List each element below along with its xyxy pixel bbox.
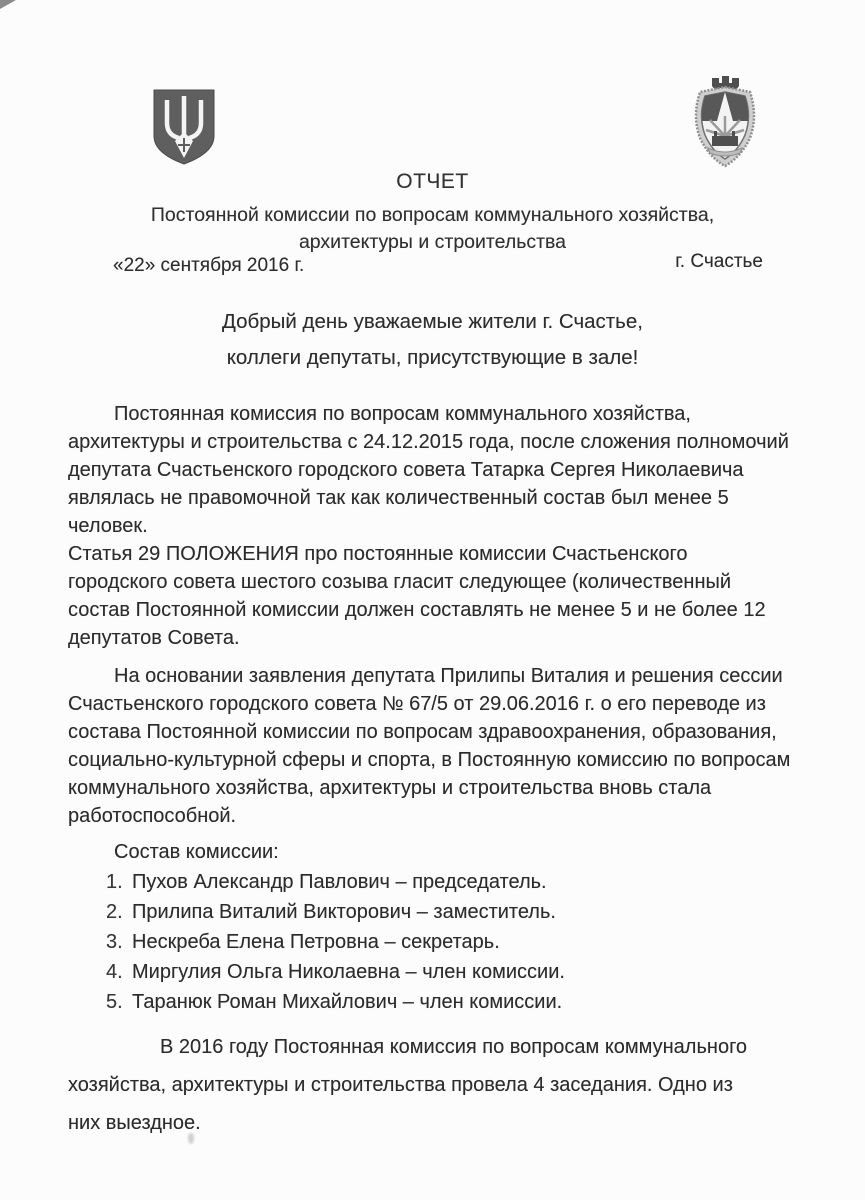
member-list-item	[68, 898, 792, 926]
title-block	[0, 170, 865, 256]
composition-heading: Состав комиссии:	[114, 841, 279, 863]
member-number: 4.	[106, 961, 123, 983]
greeting-line-1: Добрый день уважаемые жители г. Счастье,	[222, 310, 643, 333]
members-list	[68, 868, 792, 1016]
paragraph-commission-status: Постоянная комиссия по вопросам коммунального хозяйства, архитектуры и строительства с 24.12.2015 года, после сложения полномочий депутата Счастьенского городского совета Татарка Сергея Николаевича являлась не правомочной так как количественный состав был менее 5 человек.	[68, 403, 789, 537]
paragraph-closing-summary: В 2016 году Постоянная комиссия по вопросам коммунального хозяйства, архитектуры и строительства провела 4 заседания. Одно из них выездное.	[68, 1036, 748, 1134]
member-list-item	[68, 988, 792, 1016]
member-number: 1.	[106, 871, 123, 893]
member-name: Прилипа Виталий Викторович – заместитель.	[132, 901, 556, 923]
member-number: 2.	[106, 901, 123, 923]
city-coat-of-arms-emblem	[686, 74, 764, 174]
document-body	[68, 400, 792, 1142]
member-list-item	[68, 868, 792, 896]
paragraph-article-29: Статья 29 ПОЛОЖЕНИЯ про постоянные комиссии Счастьенского городского совета шестого созыва гласит следующее (количественный состав Постоянной комиссии должен составлять не менее 5 и не более 12 депутатов Совета.	[68, 543, 766, 649]
greeting-block	[0, 308, 865, 380]
member-name: Пухов Александр Павлович – председатель.	[132, 871, 547, 893]
member-number: 3.	[106, 931, 123, 953]
document-title: ОТЧЕТ	[396, 170, 469, 193]
member-name: Таранюк Роман Михайлович – член комиссии.	[132, 991, 563, 1013]
document-subtitle: Постоянной комиссии по вопросам коммунального хозяйства, архитектуры и строительства	[150, 204, 715, 253]
document-date: «22» сентября 2016 г.	[113, 255, 305, 276]
date-place-row	[113, 251, 763, 277]
member-name: Миргулия Ольга Николаевна – член комиссии.	[132, 961, 565, 983]
scan-corner-artifact	[0, 0, 16, 9]
document-place: г. Счастье	[675, 251, 763, 272]
ukraine-trident-emblem	[152, 88, 216, 166]
member-name: Нескреба Елена Петровна – секретарь.	[132, 931, 500, 953]
member-list-item	[68, 958, 792, 986]
paragraph-transfer-decision: На основании заявления депутата Прилипы Виталия и решения сессии Счастьенского городского совета № 67/5 от 29.06.2016 г. о его переводе из состава Постоянной комиссии по вопросам здравоохранения, образования, социально-культурной сферы и спорта, в Постоянную комиссию по вопросам коммунального хозяйства, архитектуры и строительства вновь стала работоспособной.	[68, 665, 791, 827]
member-list-item	[68, 928, 792, 956]
greeting-line-2: коллеги депутаты, присутствующие в зале!	[226, 346, 639, 369]
member-number: 5.	[106, 991, 123, 1013]
